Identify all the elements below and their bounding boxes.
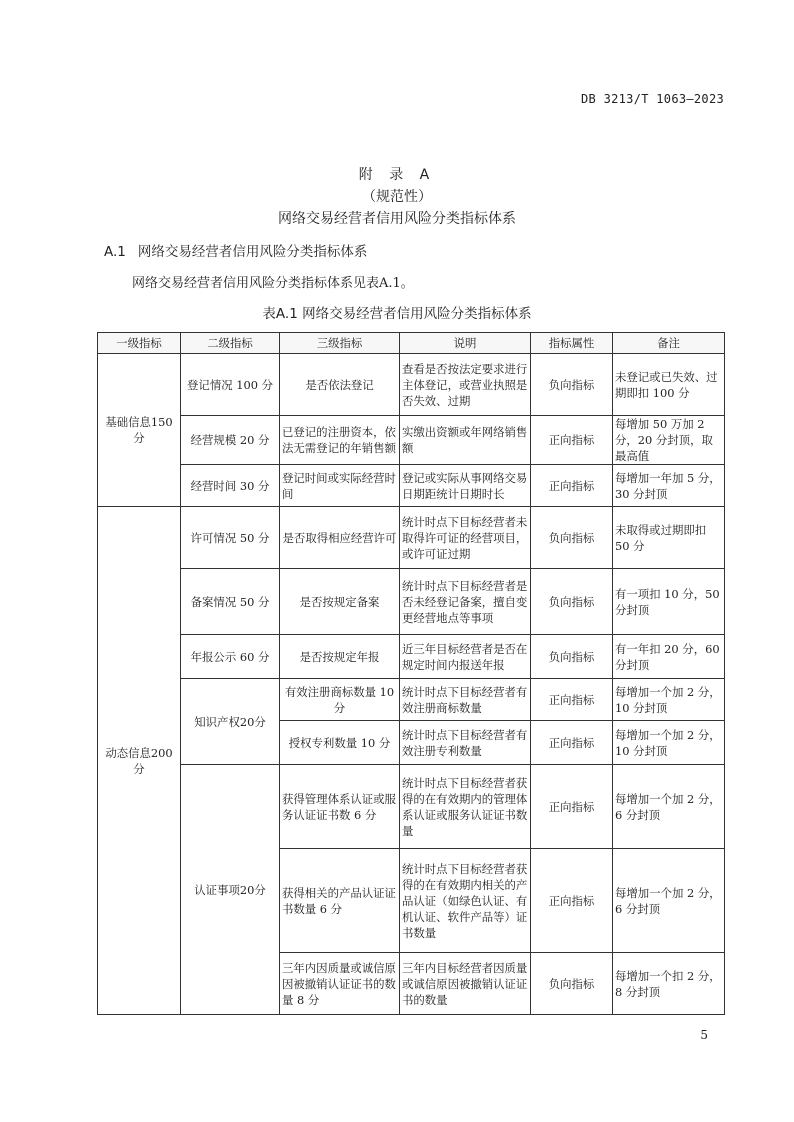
- description-cell: 统计时点下目标经营者获得的在有效期内相关的产品认证（如绿色认证、有机认证、软件产品等）证书数量: [400, 849, 531, 953]
- level2-cell: 经营规模 20 分: [181, 416, 280, 465]
- level2-cell: 许可情况 50 分: [181, 507, 280, 569]
- header-attribute: 指标属性: [531, 333, 613, 354]
- table-row: [98, 354, 725, 416]
- level3-cell: 三年内因质量或诚信原因被撤销认证证书的数量 8 分: [280, 953, 400, 1015]
- description-cell: 实缴出资额或年网络销售额: [400, 416, 531, 465]
- section-heading: [104, 240, 367, 260]
- section-title: 网络交易经营者信用风险分类指标体系: [137, 244, 368, 260]
- level2-cell: 认证事项20分: [181, 765, 280, 1015]
- note-cell: 有一年扣 20 分，60 分封顶: [613, 635, 725, 679]
- note-cell: 有一项扣 10 分，50 分封顶: [613, 569, 725, 635]
- note-cell: 未登记或已失效、过期即扣 100 分: [613, 354, 725, 416]
- attribute-cell: 正向指标: [531, 465, 613, 507]
- page-number: 5: [700, 1028, 708, 1042]
- level2-cell: 经营时间 30 分: [181, 465, 280, 507]
- appendix-name: 网络交易经营者信用风险分类指标体系: [278, 211, 516, 227]
- description-cell: 近三年目标经营者是否在规定时间内报送年报: [400, 635, 531, 679]
- description-cell: 登记或实际从事网络交易日期距统计日期时长: [400, 465, 531, 507]
- attribute-cell: 负向指标: [531, 953, 613, 1015]
- level2-cell: 知识产权20分: [181, 679, 280, 765]
- level2-cell: 年报公示 60 分: [181, 635, 280, 679]
- description-cell: 统计时点下目标经营者获得的在有效期内的管理体系认证或服务认证证书数量: [400, 765, 531, 849]
- table-row: [98, 416, 725, 465]
- level3-cell: 已登记的注册资本，依法无需登记的年销售额: [280, 416, 400, 465]
- appendix-subtitle: （规范性）: [362, 189, 432, 205]
- note-cell: 每增加一个加 2 分，10 分封顶: [613, 721, 725, 765]
- level3-cell: 获得管理体系认证或服务认证证书数 6 分: [280, 765, 400, 849]
- level1-cell: 动态信息200分: [98, 507, 181, 1015]
- note-cell: 未取得或过期即扣 50 分: [613, 507, 725, 569]
- level3-cell: 授权专利数量 10 分: [280, 721, 400, 765]
- level3-cell: 是否取得相应经营许可: [280, 507, 400, 569]
- header-description: 说明: [400, 333, 531, 354]
- description-cell: 统计时点下目标经营者有效注册商标数量: [400, 679, 531, 721]
- description-cell: 查看是否按法定要求进行主体登记，或营业执照是否失效、过期: [400, 354, 531, 416]
- attribute-cell: 负向指标: [531, 569, 613, 635]
- level2-cell: 备案情况 50 分: [181, 569, 280, 635]
- table-caption: 表A.1 网络交易经营者信用风险分类指标体系: [262, 306, 532, 322]
- description-cell: 统计时点下目标经营者未取得许可证的经营项目，或许可证过期: [400, 507, 531, 569]
- attribute-cell: 正向指标: [531, 416, 613, 465]
- level3-cell: 是否按规定年报: [280, 635, 400, 679]
- attribute-cell: 正向指标: [531, 849, 613, 953]
- table-row: [98, 569, 725, 635]
- level3-cell: 登记时间或实际经营时间: [280, 465, 400, 507]
- level3-cell: 是否依法登记: [280, 354, 400, 416]
- table-row: [98, 465, 725, 507]
- note-cell: 每增加一个扣 2 分，8 分封顶: [613, 953, 725, 1015]
- header-level1: 一级指标: [98, 333, 181, 354]
- appendix-title: 附 录 A: [358, 167, 436, 183]
- level3-cell: 获得相关的产品认证证书数量 6 分: [280, 849, 400, 953]
- indicator-table: [97, 332, 725, 1015]
- header-note: 备注: [613, 333, 725, 354]
- description-cell: 统计时点下目标经营者有效注册专利数量: [400, 721, 531, 765]
- level1-cell: 基础信息150分: [98, 354, 181, 507]
- table-row: [98, 635, 725, 679]
- header-level3: 三级指标: [280, 333, 400, 354]
- attribute-cell: 正向指标: [531, 679, 613, 721]
- note-cell: 每增加一个加 2 分，6 分封顶: [613, 765, 725, 849]
- table-row: [98, 765, 725, 849]
- note-cell: 每增加一年加 5 分，30 分封顶: [613, 465, 725, 507]
- level2-cell: 登记情况 100 分: [181, 354, 280, 416]
- section-intro: 网络交易经营者信用风险分类指标体系见表A.1。: [132, 276, 414, 291]
- table-header-row: [98, 333, 725, 354]
- table-row: [98, 679, 725, 721]
- note-cell: 每增加一个加 2 分，10 分封顶: [613, 679, 725, 721]
- note-cell: 每增加 50 万加 2 分，20 分封顶，取最高值: [613, 416, 725, 465]
- document-code: DB 3213/T 1063—2023: [581, 92, 724, 106]
- section-number: A.1: [104, 244, 126, 260]
- header-level2: 二级指标: [181, 333, 280, 354]
- level3-cell: 有效注册商标数量 10 分: [280, 679, 400, 721]
- attribute-cell: 正向指标: [531, 765, 613, 849]
- attribute-cell: 负向指标: [531, 507, 613, 569]
- attribute-cell: 负向指标: [531, 635, 613, 679]
- table-row: [98, 507, 725, 569]
- description-cell: 三年内目标经营者因质量或诚信原因被撤销认证证书的数量: [400, 953, 531, 1015]
- description-cell: 统计时点下目标经营者是否未经登记备案，擅自变更经营地点等事项: [400, 569, 531, 635]
- note-cell: 每增加一个加 2 分，6 分封顶: [613, 849, 725, 953]
- level3-cell: 是否按规定备案: [280, 569, 400, 635]
- attribute-cell: 负向指标: [531, 354, 613, 416]
- attribute-cell: 正向指标: [531, 721, 613, 765]
